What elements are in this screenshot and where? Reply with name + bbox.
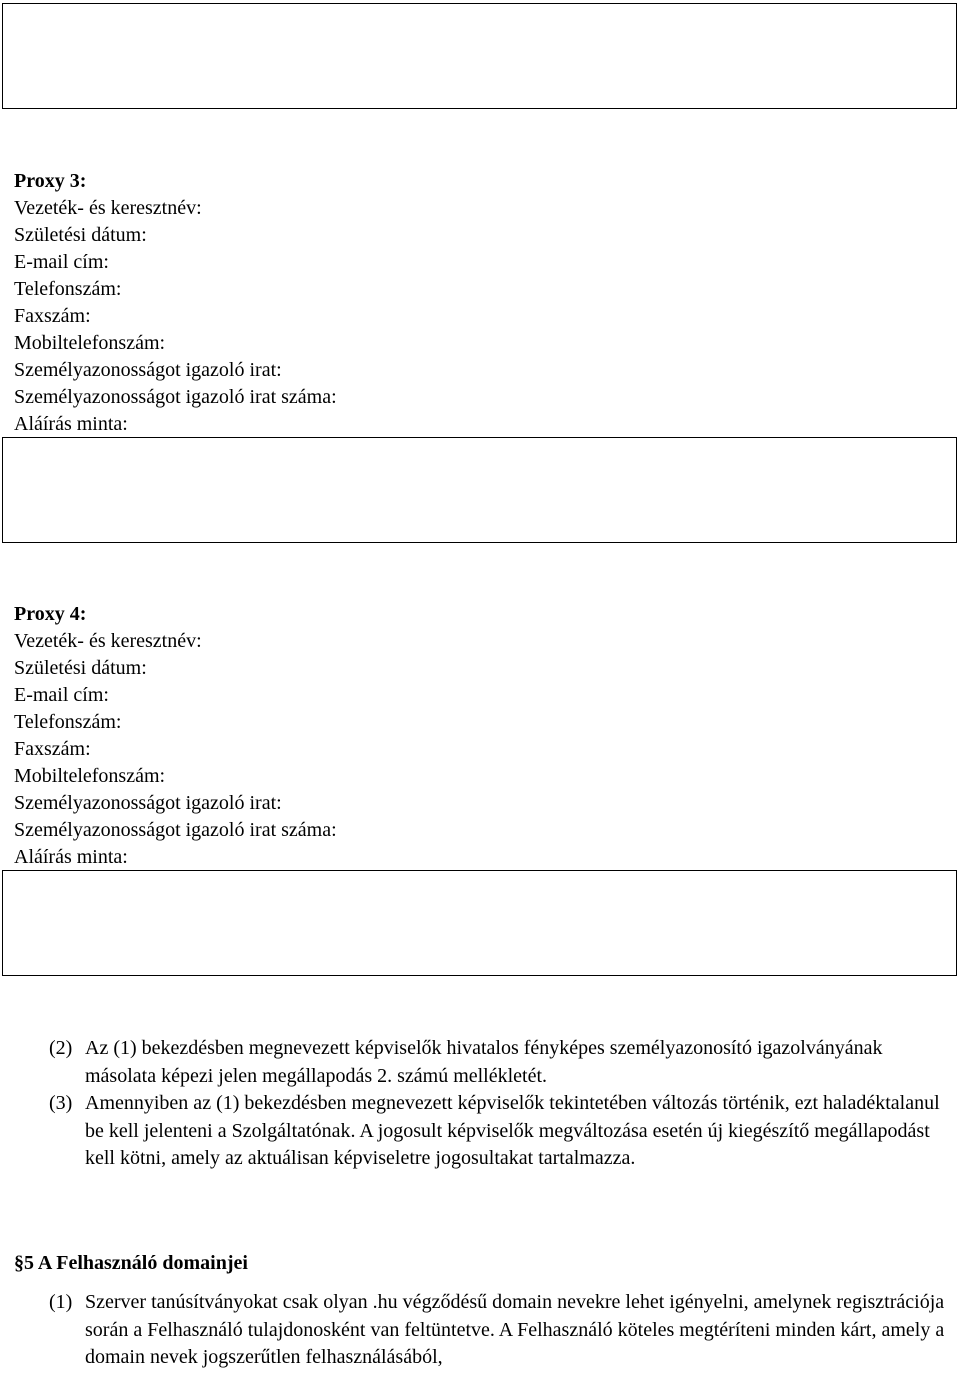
proxy-4-name-label: Vezeték- és keresztnév: xyxy=(14,630,202,652)
section-5-paragraph-1-number: (1) xyxy=(49,1291,73,1313)
proxy-4-title: Proxy 4: xyxy=(14,603,87,625)
proxy-3-phone-label: Telefonszám: xyxy=(14,278,122,300)
proxy-3-birthdate-label: Születési dátum: xyxy=(14,224,147,246)
section-5-heading: §5 A Felhasználó domainjei xyxy=(14,1252,248,1274)
signature-box-proxy-2[interactable] xyxy=(2,3,957,109)
proxy-4-signature-label: Aláírás minta: xyxy=(14,846,128,868)
proxy-3-title: Proxy 3: xyxy=(14,170,87,192)
section-5-paragraph-1-text: Szerver tanúsítványokat csak olyan .hu végződésű domain nevekre lehet igényelni, amelynek regisztrációja során a Felhasználó tulajdonosként van feltüntetve. A Felhasználó köteles megtéríteni minden kárt, amely a domain nevek jogszerűtlen felhasználásából, xyxy=(85,1291,945,1368)
proxy-3-name-label: Vezeték- és keresztnév: xyxy=(14,197,202,219)
paragraph-2 xyxy=(49,1035,954,1090)
section-5-paragraph-1 xyxy=(49,1289,954,1372)
proxy-4-phone-label: Telefonszám: xyxy=(14,711,122,733)
proxy-4-birthdate-label: Születési dátum: xyxy=(14,657,147,679)
proxy-3-fax-label: Faxszám: xyxy=(14,305,91,327)
proxy-3-block xyxy=(14,168,914,438)
proxy-3-signature-label: Aláírás minta: xyxy=(14,413,128,435)
proxy-3-email-label: E-mail cím: xyxy=(14,251,109,273)
signature-box-proxy-3[interactable] xyxy=(2,437,957,543)
proxy-4-fax-label: Faxszám: xyxy=(14,738,91,760)
proxy-4-email-label: E-mail cím: xyxy=(14,684,109,706)
proxy-3-id-document-label: Személyazonosságot igazoló irat: xyxy=(14,359,282,381)
section-5-paragraphs xyxy=(49,1289,954,1372)
proxy-4-id-document-label: Személyazonosságot igazoló irat: xyxy=(14,792,282,814)
proxy-4-mobile-label: Mobiltelefonszám: xyxy=(14,765,166,787)
signature-box-proxy-4[interactable] xyxy=(2,870,957,976)
paragraph-2-text: Az (1) bekezdésben megnevezett képviselők hivatalos fényképes személyazonosító igazolványának másolata képezi jelen megállapodás 2. számú mellékletét. xyxy=(85,1037,883,1087)
paragraph-3-text: Amennyiben az (1) bekezdésben megnevezett képviselők tekintetében változás történik, ezt haladéktalanul be kell jelenteni a Szolgáltatónak. A jogosult képviselők megváltozása esetén új kiegészítő megállapodást kell kötni, amely az aktuálisan képviseletre jogosultakat tartalmazza. xyxy=(85,1092,940,1169)
paragraph-2-number: (2) xyxy=(49,1037,73,1059)
proxy-3-mobile-label: Mobiltelefonszám: xyxy=(14,332,166,354)
proxy-3-id-number-label: Személyazonosságot igazoló irat száma: xyxy=(14,386,337,408)
paragraph-3 xyxy=(49,1090,954,1173)
proxy-4-block xyxy=(14,601,914,871)
representatives-paragraphs xyxy=(49,1035,954,1173)
paragraph-3-number: (3) xyxy=(49,1092,73,1114)
proxy-4-id-number-label: Személyazonosságot igazoló irat száma: xyxy=(14,819,337,841)
